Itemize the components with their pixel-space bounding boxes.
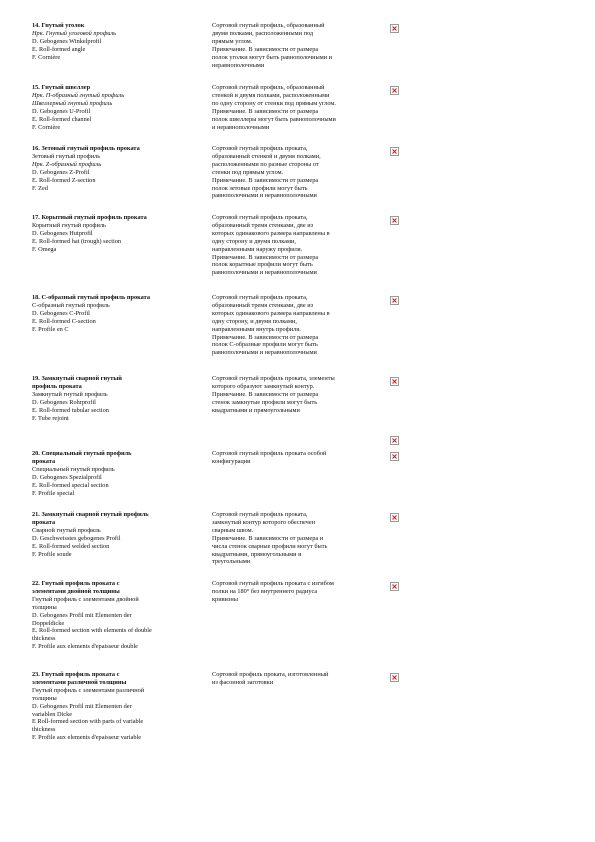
term-block <box>32 671 204 742</box>
term-block <box>32 84 204 131</box>
term-title: 16. Зетовый гнутый профиль проката <box>32 145 140 152</box>
definition-line: из фасонной заготовки <box>212 678 274 686</box>
term-line: E. Roll-formed special section <box>32 481 109 489</box>
broken-image-icon <box>390 452 399 461</box>
term-title: 17. Корытный гнутый профиль проката <box>32 214 147 221</box>
definition-line: замкнутый контур которого обеспечен <box>212 518 315 526</box>
term-line: thickness <box>32 726 56 734</box>
term-line: D. Gebogenes Spezialprofil <box>32 473 102 481</box>
term-line: variablen Dicke <box>32 710 73 718</box>
term-line: F. Cornière <box>32 53 61 61</box>
term-line: F. Profile special <box>32 489 75 497</box>
term-line: E. Roll-formed tubular section <box>32 406 109 414</box>
term-line: F. Cornière <box>32 123 61 131</box>
term-line: D. Geschweisstes gebogenes Profil <box>32 534 121 542</box>
term-line: F. Profile aux elements d'epaisseur double <box>32 643 138 651</box>
definition-line: квадратными, прямоугольными и <box>212 550 302 558</box>
definition-line: кривизны <box>212 595 239 603</box>
definition-line: полок швеллеры могут быть равнополочными <box>212 115 336 123</box>
broken-image-icon <box>390 582 399 591</box>
term-line: С-образный гнутый профиль <box>32 301 110 309</box>
term-title: 19. Замкнутый сварной гнутый <box>32 375 122 382</box>
definition-line: образованный тремя стенками, две из <box>212 301 314 309</box>
definition-line: полки на 180° без внутреннего радиуса <box>212 587 318 595</box>
term-block <box>32 214 204 254</box>
term-line: F. Profile soude <box>32 550 72 558</box>
term-line: элементами различной толщины <box>32 678 127 686</box>
term-line: Нрк. П-образный гнутый профиль <box>32 91 125 99</box>
term-line: проката <box>32 518 56 526</box>
term-line: D. Gebogenes Hutprofil <box>32 229 93 237</box>
definition-line: сварным швом. <box>212 526 254 534</box>
definition-line: Примечание. В зависимости от размера и <box>212 534 324 542</box>
term-line: E. Roll-formed channel <box>32 115 92 123</box>
term-line: толщины <box>32 603 57 611</box>
term-line: Doppeldicke <box>32 619 65 627</box>
definition-block <box>212 294 387 357</box>
definition-line: Сортовой гнутый профиль проката особой <box>212 450 327 457</box>
definition-line: равнополочными и неравнополочными <box>212 192 317 200</box>
term-line: F. Zed <box>32 184 48 192</box>
term-line: F. Profile aux elements d'epaisseur variable <box>32 734 142 742</box>
definition-line: стенкой и двумя полками, расположенными <box>212 91 330 99</box>
term-line: D. Gebogenes Profil mit Elementen der <box>32 611 132 619</box>
definition-line: полок С-образные профили могут быть <box>212 341 318 349</box>
definition-block <box>212 214 387 277</box>
definition-line: Примечание. В зависимости от размера <box>212 176 319 184</box>
definition-block <box>212 511 387 566</box>
term-line: E. Roll-formed hat (trough) section <box>32 237 122 245</box>
term-line: Швеллерный гнутый профиль <box>32 99 113 107</box>
definition-block <box>212 375 387 415</box>
definition-line: конфигурации <box>212 457 251 465</box>
term-line: D. Gebogenes Profil mit Elementen der <box>32 702 132 710</box>
term-line: Замкнутый гнутый профиль <box>32 390 108 398</box>
definition-line: Сортовой гнутый профиль, образованный <box>212 22 325 29</box>
term-line: D. Gebogenes Z-Profil <box>32 168 90 176</box>
term-line: Корытный гнутый профиль <box>32 221 106 229</box>
term-block <box>32 450 204 497</box>
term-block <box>32 580 204 651</box>
definition-block <box>212 580 387 604</box>
term-line: E. Roll-formed section with elements of double <box>32 627 152 635</box>
term-title: 18. С-образный гнутый профиль проката <box>32 294 150 301</box>
term-line: E. Roll-formed angle <box>32 45 86 53</box>
term-line: E. Roll-formed Z-section <box>32 176 96 184</box>
definition-line: полок зетовые профили могут быть <box>212 184 308 192</box>
term-line: Зетовый гнутый профиль <box>32 152 101 160</box>
definition-line: которых одинакового размера направлены в <box>212 229 330 237</box>
definition-block <box>212 145 387 200</box>
broken-image-icon <box>390 513 399 522</box>
term-line: F. Tube rejoint <box>32 414 69 422</box>
definition-line: полок уголки могут быть равнополочными и <box>212 53 333 61</box>
broken-image-icon <box>390 147 399 156</box>
definition-line: и неравнополочными <box>212 123 270 131</box>
broken-image-icon <box>390 673 399 682</box>
definition-line: по одну сторону от стенки под прямым углом. <box>212 99 336 107</box>
definition-line: равнополочными и неравнополочными <box>212 269 317 277</box>
broken-image-icon <box>390 216 399 225</box>
definition-line: числа стенок сварные профили могут быть <box>212 542 328 550</box>
term-line: Сварной гнутый профиль <box>32 526 101 534</box>
term-line: E Roll-formed section with parts of variable <box>32 718 144 726</box>
term-line: толщины <box>32 694 57 702</box>
term-title: 15. Гнутый швеллер <box>32 84 91 91</box>
definition-line: неравнополочными <box>212 61 265 69</box>
definition-line: Сортовой гнутый профиль проката, <box>212 214 308 221</box>
definition-block <box>212 671 387 687</box>
term-line: Специальный гнутый профиль <box>32 465 115 473</box>
definition-line: Примечание. В зависимости от размера <box>212 45 319 53</box>
definition-line: одну сторону, и двумя полками, <box>212 317 297 325</box>
term-line: E. Roll-formed welded section <box>32 542 110 550</box>
term-line: D. Gebogenes U-Profil <box>32 107 91 115</box>
definition-line: Примечание. В зависимости от размера <box>212 253 319 261</box>
term-block <box>32 145 204 192</box>
definition-line: Сортовой гнутый профиль, образованный <box>212 84 325 91</box>
definition-line: направленными наружу профиля. <box>212 245 303 253</box>
term-block <box>32 294 204 334</box>
broken-image-icon <box>390 436 399 445</box>
term-title: 20. Специальный гнутый профиль <box>32 450 132 457</box>
broken-image-icon <box>390 296 399 305</box>
term-title: 21. Замкнутый сварной гнутый профиль <box>32 511 149 518</box>
definition-line: Сортовой гнутый профиль проката с изгибом <box>212 580 334 587</box>
term-line: проката <box>32 457 56 465</box>
term-line: профиль проката <box>32 382 82 390</box>
definition-block <box>212 22 387 69</box>
term-line: Гнутый профиль с элементами двойной <box>32 595 139 603</box>
term-block <box>32 375 204 422</box>
term-line: элементами двойной толщины <box>32 587 120 595</box>
term-title: 14. Гнутый уголок <box>32 22 85 29</box>
definition-line: которых одинакового размера направлены в <box>212 309 330 317</box>
definition-line: расположенными по разные стороны от <box>212 160 319 168</box>
term-block <box>32 511 204 558</box>
definition-line: Сортовой гнутый профиль проката, <box>212 511 308 518</box>
definition-line: которого образуют замкнутый контур. <box>212 382 315 390</box>
broken-image-icon <box>390 24 399 33</box>
definition-line: равнополочными и неравнополочными <box>212 349 317 357</box>
definition-line: Примечание. В зависимости от размера <box>212 107 319 115</box>
definition-line: Сортовой гнутый профиль проката, <box>212 145 308 152</box>
term-line: D. Gebogenes Rohrprofil <box>32 398 96 406</box>
definition-line: Сортовой гнутый профиль проката, элементы <box>212 375 335 382</box>
definition-line: образованный тремя стенками, две из <box>212 221 314 229</box>
broken-image-icon <box>390 86 399 95</box>
definition-line: Примечание. В зависимости от размера <box>212 333 319 341</box>
definition-line: направленными внутрь профиля. <box>212 325 301 333</box>
definition-line: Сортовой профиль проката, изготовленный <box>212 671 329 678</box>
term-line: Нрк. Гнутый уголовой профиль <box>32 29 117 37</box>
definition-line: стенок замкнутые профили могут быть <box>212 398 318 406</box>
term-line: thickness <box>32 635 56 643</box>
term-line: Гнутый профиль с элементами различной <box>32 686 145 694</box>
definition-line: стенки под прямым углом. <box>212 168 284 176</box>
term-line: D. Gebogenes Winkelprofil <box>32 37 102 45</box>
definition-block <box>212 84 387 131</box>
definition-line: образованный стенкой и двумя полками, <box>212 152 321 160</box>
definition-line: треугольными <box>212 558 251 566</box>
definition-line: прямым углом. <box>212 37 253 45</box>
definition-line: полок корытные профили могут быть <box>212 261 313 269</box>
definition-line: квадратными и прямоугольными <box>212 406 300 414</box>
definition-line: Примечание. В зависимости от размера <box>212 390 319 398</box>
term-line: E. Roll-formed C-section <box>32 317 96 325</box>
definition-line: одну сторону и двумя полками, <box>212 237 296 245</box>
definition-block <box>212 450 387 466</box>
definition-line: двумя полками, расположенными под <box>212 29 314 37</box>
definition-line: Сортовой гнутый профиль проката, <box>212 294 308 301</box>
term-block <box>32 22 204 62</box>
term-line: Нрк. Z-образный профиль <box>32 160 102 168</box>
term-line: F. Omega <box>32 245 57 253</box>
term-line: D. Gebogenes C-Profil <box>32 309 90 317</box>
term-title: 22. Гнутый профиль проката с <box>32 580 120 587</box>
term-line: F. Profile en C <box>32 325 69 333</box>
broken-image-icon <box>390 377 399 386</box>
term-title: 23. Гнутый профиль проката с <box>32 671 120 678</box>
